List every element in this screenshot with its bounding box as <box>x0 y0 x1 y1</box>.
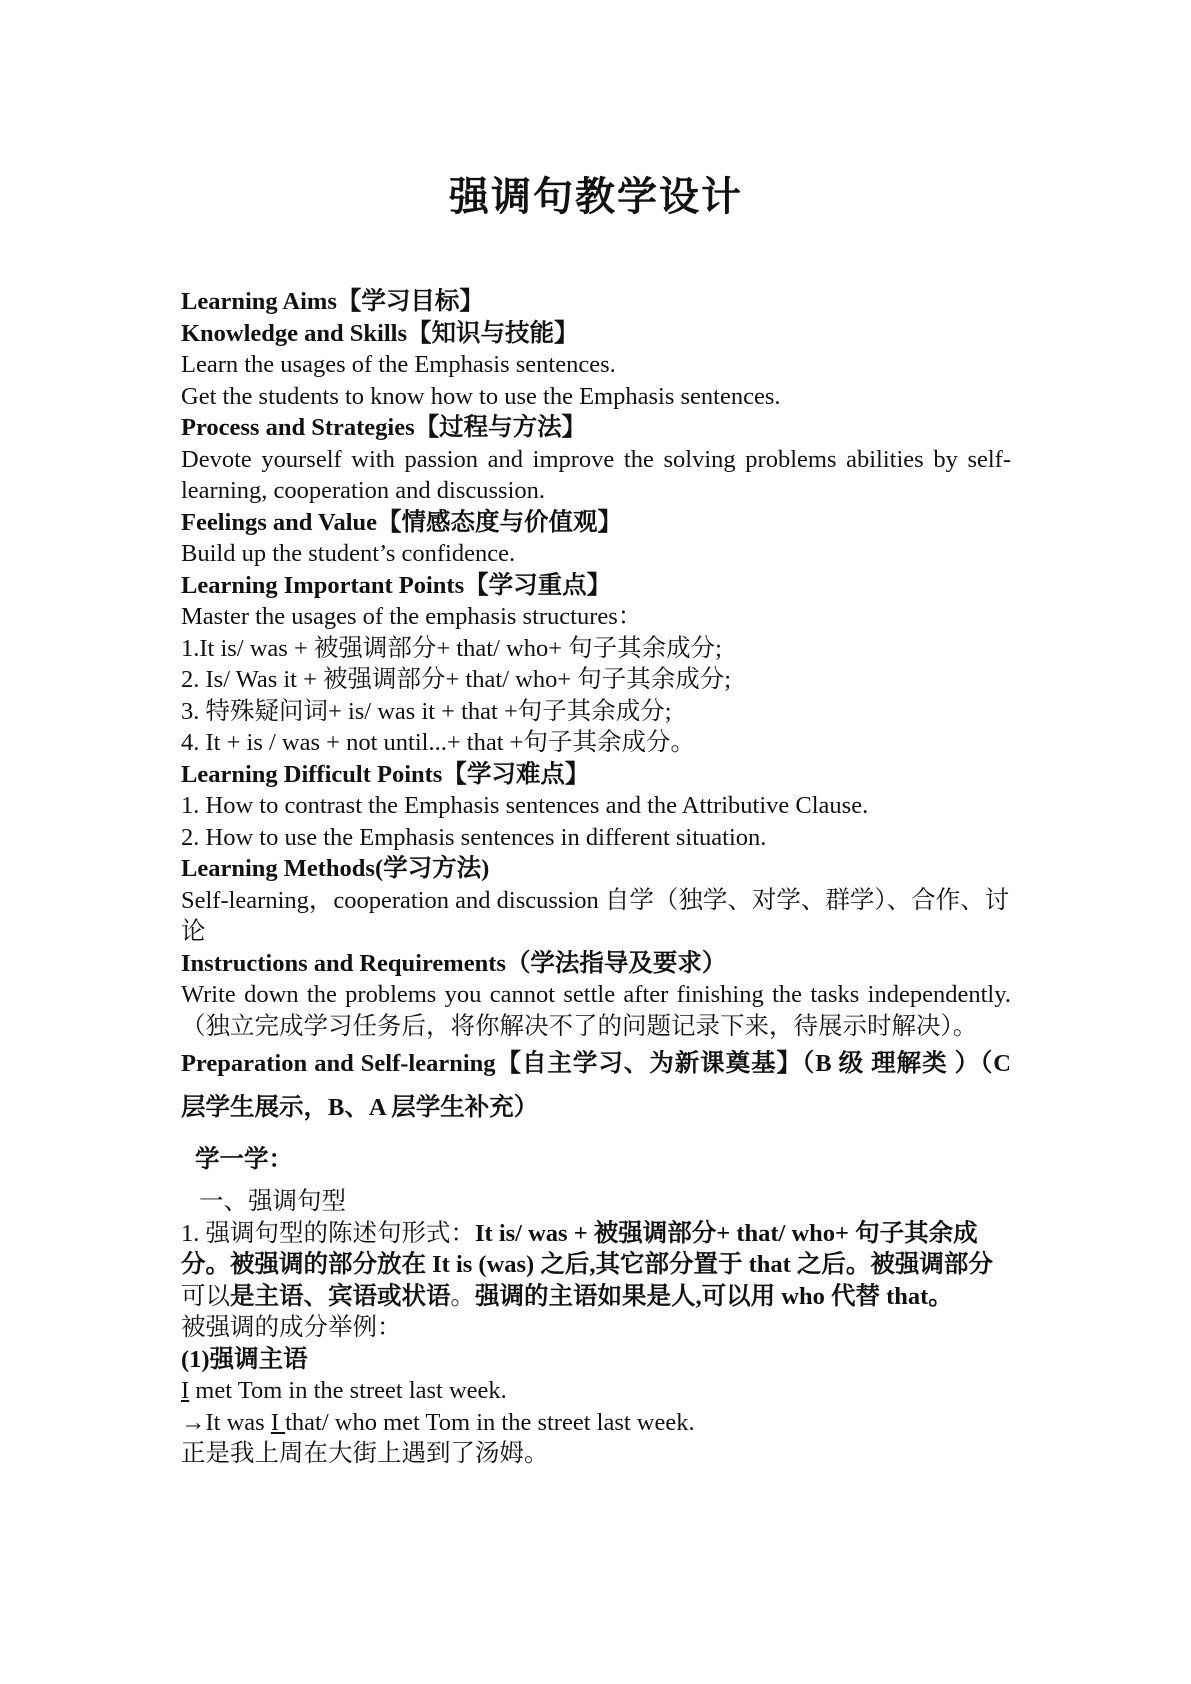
important-line: 3. 特殊疑问词+ is/ was it + that +句子其余成分; <box>181 697 672 725</box>
knowledge-line: Get the students to know how to use the Emphasis sentences. <box>181 382 781 410</box>
aims-heading: Learning Aims【学习目标】 <box>181 288 484 315</box>
methods-heading: Learning Methods(学习方法) <box>181 855 490 882</box>
feelings-heading: Feelings and Value【情感态度与价值观】 <box>181 508 623 536</box>
example-underlined-subject: I <box>181 1377 190 1404</box>
rule-bold-3: 强调的主语如果是人,可以用 who 代替 that。 <box>475 1282 953 1310</box>
important-line: 1.It is/ was + 被强调部分+ that/ who+ 句子其余成分; <box>181 634 722 662</box>
example-transform <box>181 1407 1011 1439</box>
learn-heading: 学一学： <box>195 1146 293 1173</box>
example-sentence-post: met Tom in the street last week. <box>189 1377 507 1404</box>
rule-bold-1: It is/ was + 被强调部分+ that/ who+ 句子其余成分。被强调的部分放在 It is (was) 之后,其它部分置于 that 之后。被强调部分 <box>181 1219 993 1278</box>
instructions-text: Write down the problems you cannot settle after finishing the tasks independently.（独立完成学习任务后，将你解决不了的问题记录下来，待展示时解决）。 <box>181 981 1011 1040</box>
difficult-line: 1. How to contrast the Emphasis sentences and the Attributive Clause. <box>181 792 869 819</box>
process-text: Devote yourself with passion and improve the solving problems abilities by self-learning, cooperation and discussion. <box>181 445 1011 504</box>
important-intro: Master the usages of the emphasis structures： <box>181 603 643 630</box>
example-transform-post: that/ who met Tom in the street last week. <box>285 1408 695 1436</box>
difficult-heading: Learning Difficult Points【学习难点】 <box>181 760 590 788</box>
section-one-heading: 一、强调句型 <box>199 1188 346 1215</box>
feelings-text: Build up the student’s confidence. <box>181 540 516 567</box>
important-line: 4. It + is / was + not until...+ that +句子其余成分。 <box>181 729 695 756</box>
important-line: 2. Is/ Was it + 被强调部分+ that/ who+ 句子其余成分; <box>181 666 732 693</box>
process-heading: Process and Strategies【过程与方法】 <box>181 414 587 441</box>
rule-normal-2: 。 <box>450 1282 475 1310</box>
example-transform-underlined: I <box>270 1408 286 1436</box>
rule-paragraph <box>181 1218 1011 1313</box>
rule-normal-1: 可以 <box>181 1282 230 1310</box>
rule-bold-2: 是主语、宾语或状语 <box>230 1282 451 1310</box>
methods-text: Self-learning，cooperation and discussion 自学（独学、对学、群学）、合作、讨论 <box>181 886 1010 945</box>
knowledge-heading: Knowledge and Skills【知识与技能】 <box>181 319 579 347</box>
difficult-line: 2. How to use the Emphasis sentences in different situation. <box>181 823 767 851</box>
document-title: 强调句教学设计 <box>449 174 743 220</box>
document-body <box>181 286 1011 1470</box>
examples-intro: 被强调的成分举例： <box>181 1314 402 1341</box>
instructions-heading: Instructions and Requirements（学法指导及要求） <box>181 949 727 977</box>
example-translation: 正是我上周在大街上遇到了汤姆。 <box>181 1440 549 1467</box>
important-heading: Learning Important Points【学习重点】 <box>181 571 612 599</box>
example-sentence <box>181 1375 1011 1407</box>
knowledge-line: Learn the usages of the Emphasis sentences. <box>181 351 616 378</box>
rule-prefix: 1. 强调句型的陈述句形式： <box>181 1219 475 1247</box>
preparation-heading: Preparation and Self-learning【自主学习、为新课奠基】（B 级 理解类 ）（C 层学生展示，B、A 层学生补充） <box>181 1050 1011 1121</box>
example-transform-pre: →It was <box>181 1408 271 1436</box>
subject-heading: (1)强调主语 <box>181 1345 308 1373</box>
